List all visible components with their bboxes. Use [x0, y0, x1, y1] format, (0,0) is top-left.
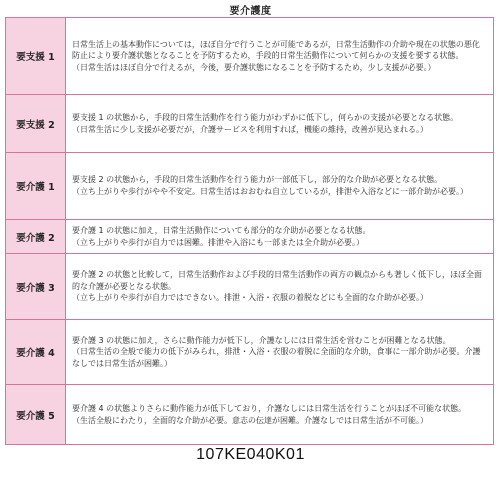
- description-note: （日常生活に少し支援が必要だが，介護サービスを利用すれば，機能の維持，改善が見込まれる。）: [72, 124, 428, 134]
- row-label: 要介護 3: [6, 254, 66, 320]
- row-label: 要介護 4: [6, 320, 66, 385]
- description-main: 要介護 1 の状態に加え，日常生活動作についても部分的な介助が必要となる状態。: [72, 225, 371, 235]
- row-description: [66, 320, 494, 385]
- table-row: [6, 220, 494, 254]
- description-main: 日常生活上の基本動作については，ほぼ自分で行うことが可能であるが，日常生活動作の介助や現在の状態の悪化防止により要介護状態となることを予防するため，手段的日常生活動作について何らかの支援を要する状態。: [72, 39, 480, 61]
- description-main: 要支援 1 の状態から，手段的日常生活動作を行う能力がわずかに低下し，何らかの支援が必要となる状態。: [72, 112, 459, 122]
- description-note: （立ち上がりや歩行が自力では困難。排泄や入浴にも一部または全介助が必要。）: [72, 237, 364, 247]
- table-row: [6, 153, 494, 220]
- description-note: （立ち上がりや歩行が自力ではできない。排泄・入浴・衣服の着脱などにも全面的な介助が必要。）: [72, 293, 428, 303]
- description-note: （生活全般にわたり，全面的な介助が必要。意志の伝達が困難。介護なしでは日常生活が不可能。）: [72, 415, 428, 425]
- table-row: [6, 95, 494, 153]
- description-main: 要介護 4 の状態よりさらに動作能力が低下しており，介護なしには日常生活を行うことがほぼ不可能な状態。: [72, 403, 467, 413]
- row-label: 要介護 2: [6, 220, 66, 254]
- description-main: 要介護 3 の状態に加え，さらに動作能力が低下し，介護なしには日常生活を営むことが困難となる状態。: [72, 335, 451, 345]
- description-main: 要介護 2 の状態と比較して，日常生活動作および手段的日常生活動作の両方の観点からも著しく低下し，ほぼ全面的な介護が必要となる状態。: [72, 270, 483, 291]
- row-label: 要介護 5: [6, 385, 66, 445]
- description-main: 要支援 2 の状態から，手段的日常生活動作を行う能力が一部低下し，部分的な介助が必要となる状態。: [72, 175, 443, 185]
- row-label: 要支援 1: [6, 18, 66, 95]
- row-description: [66, 18, 494, 95]
- document-code: 107KE040K01: [196, 446, 305, 463]
- row-label: 要支援 2: [6, 95, 66, 153]
- table-row: [6, 385, 494, 445]
- care-level-table: [5, 17, 494, 445]
- row-description: [66, 95, 494, 153]
- description-note: （日常生活はほぼ自分で行えるが，今後，要介護状態になることを予防するため，少し支援が必要。）: [72, 62, 436, 72]
- row-description: [66, 254, 494, 320]
- description-note: （日常生活の全般で能力の低下がみられ，排泄・入浴・衣服の着脱に全面的な介助，食事に一部介助が必要。介護なしでは日常生活が困難。）: [72, 347, 481, 368]
- table-row: [6, 320, 494, 385]
- table-row: [6, 254, 494, 320]
- table-row: [6, 18, 494, 95]
- description-note: （立ち上がりや歩行がやや不安定。日常生活はおおむね自立しているが，排泄や入浴などに一部介助が必要。）: [72, 187, 468, 196]
- table-title: 要介護度: [229, 6, 272, 17]
- row-description: [66, 385, 494, 445]
- row-description: [66, 220, 494, 254]
- row-description: [66, 153, 494, 220]
- row-label: 要介護 1: [6, 153, 66, 220]
